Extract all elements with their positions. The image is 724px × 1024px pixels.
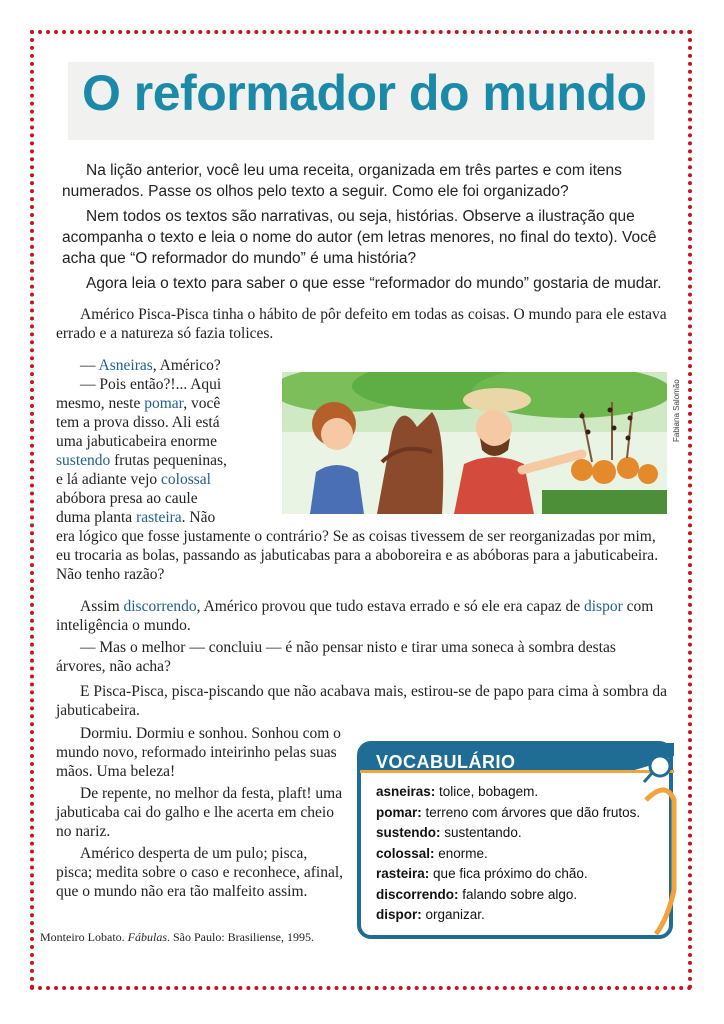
- vocab-word-colossal: colossal: [161, 471, 211, 488]
- vocab-word-discorrendo: discorrendo: [123, 598, 197, 615]
- story-paragraph-9: Américo desperta de um pulo; pisca, pisca; medita sobre o caso e reconhece, afinal, que o mundo não era tão malfeito assim.: [56, 845, 344, 900]
- story-line: sustendo frutas pequeninas,: [56, 452, 227, 469]
- intro-paragraph-1: Na lição anterior, você leu uma receita, organizada em três partes e com itens numerados. Passe os olhos pelo texto a seguir. Como ele foi organizado?: [62, 162, 622, 200]
- story-line: e lá adiante vejo colossal: [56, 471, 211, 488]
- story-line: — Asneiras, Américo?: [80, 357, 221, 374]
- source-credit: Monteiro Lobato. Fábulas. São Paulo: Brasiliense, 1995.: [40, 930, 314, 944]
- vocabulary-item: sustendo: sustentando.: [376, 825, 522, 840]
- story-dialogue-block: [56, 356, 276, 527]
- vocabulary-item: asneiras: tolice, bobagem.: [376, 784, 539, 799]
- story-line: uma jabuticabeira enorme: [56, 433, 217, 450]
- vocabulary-list: [376, 782, 666, 926]
- story-line: mesmo, neste pomar, você: [56, 395, 221, 412]
- story-paragraph-6: E Pisca-Pisca, pisca-piscando que não acabava mais, estirou-se de papo para cima à sombra da jabuticabeira.: [56, 683, 668, 719]
- intro-paragraph-2: Nem todos os textos são narrativas, ou seja, histórias. Observe a ilustração que acompanha o texto e leia o nome do autor (em letras menores, no final do texto). Você acha que “O reformador do mundo” é uma história?: [62, 208, 657, 267]
- story-line: tem a prova disso. Ali está: [56, 414, 220, 431]
- story-paragraph-5: — Mas o melhor — concluiu — é não pensar nisto e tirar uma soneca à sombra destas árvores, não acha?: [56, 639, 616, 675]
- vocab-word-rasteira: rasteira: [136, 509, 182, 526]
- vocabulary-item: dispor: organizar.: [376, 907, 485, 922]
- story-paragraph-3-end: era lógico que fosse justamente o contrário? Se as coisas tivessem de ser reorganizadas por mim, eu trocaria as bolas, passando as jabuticabas para a aboboreira e as abóboras para a jabuticabeira. Não tenho razão?: [56, 528, 659, 583]
- story-paragraph-7: Dormiu. Dormiu e sonhou. Sonhou com o mundo novo, reformado inteirinho pelas suas mãos. Uma beleza!: [56, 725, 341, 780]
- vocabulary-item: rasteira: que fica próximo do chão.: [376, 866, 588, 881]
- story-illustration: [282, 372, 667, 514]
- story-line: — Pois então?!... Aqui: [80, 376, 222, 393]
- vocab-word-asneiras: Asneiras: [98, 357, 153, 374]
- vocabulary-item: pomar: terreno com árvores que dão frutos.: [376, 804, 641, 820]
- vocab-word-dispor: dispor: [584, 598, 623, 615]
- page-title: O reformador do mundo: [82, 65, 647, 121]
- story-line: duma planta rasteira. Não: [56, 509, 216, 526]
- vocab-word-pomar: pomar: [144, 395, 184, 412]
- intro-paragraph-3: Agora leia o texto para saber o que esse “reformador do mundo” gostaria de mudar.: [86, 275, 662, 292]
- vocabulary-title: VOCABULÁRIO: [376, 752, 516, 772]
- story-paragraph-8: De repente, no melhor da festa, plaft! uma jabuticaba cai do galho e lhe acerta em cheio no nariz.: [56, 785, 343, 840]
- story-line: abóbora presa ao caule: [56, 490, 198, 507]
- illustration-credit: Fabiana Salomão: [672, 379, 681, 442]
- vocabulary-item: colossal: enorme.: [376, 845, 488, 861]
- vocab-word-sustendo: sustendo: [56, 452, 111, 469]
- vocabulary-item: discorrendo: falando sobre algo.: [376, 886, 578, 902]
- story-paragraph-4: Assim discorrendo, Américo provou que tudo estava errado e só ele era capaz de dispor com inteligência o mundo.: [56, 598, 654, 634]
- story-paragraph-1: Américo Pisca-Pisca tinha o hábito de pôr defeito em todas as coisas. O mundo para ele estava errado e a natureza só fazia tolices.: [56, 306, 667, 342]
